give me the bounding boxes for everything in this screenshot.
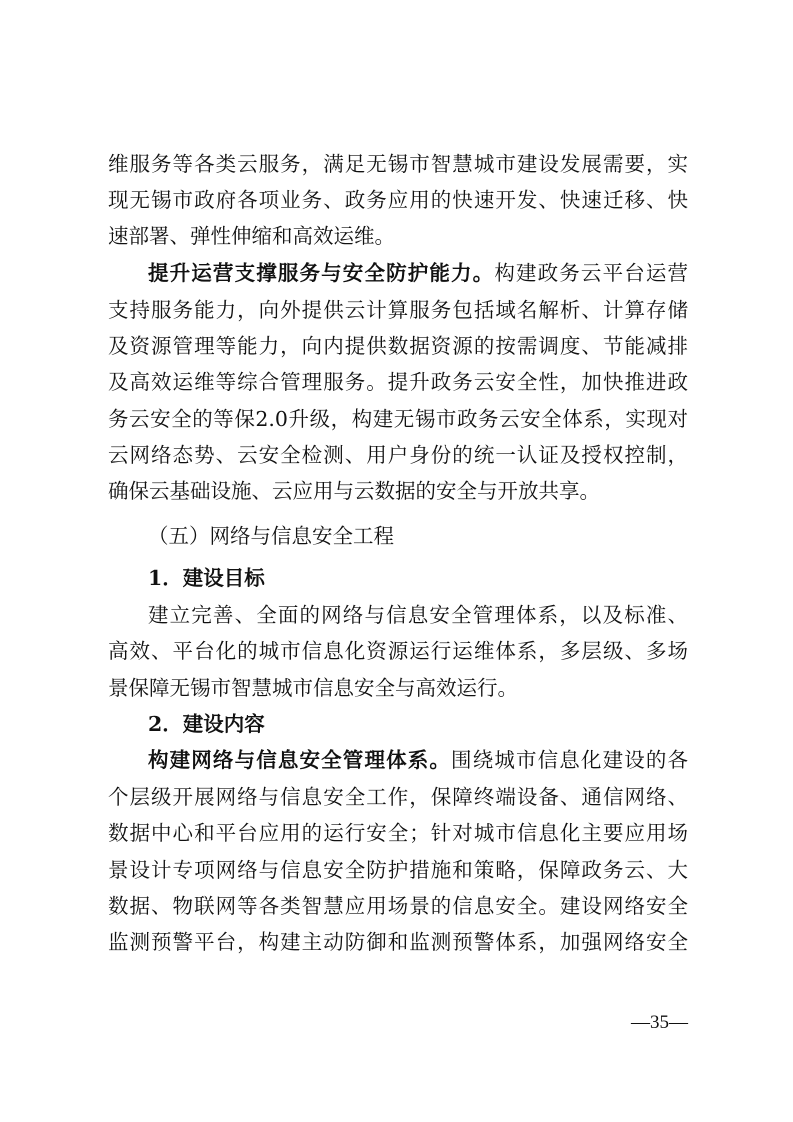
subheading-1-title: 1．建设目标: [148, 566, 265, 590]
para2-line-7: 确保云基础设施、云应用与云数据的安全与开放共享。: [108, 479, 600, 503]
para2-heading: 提升运营支撑服务与安全防护能力。: [148, 261, 495, 285]
para4-line-3: 数据中心和平台应用的运行安全；针对城市信息化主要应用场: [108, 821, 688, 845]
para2-line-4: 及高效运维等综合管理服务。提升政务云安全性，加快推进政: [108, 370, 688, 394]
para3-line-3: 景保障无锡市智慧城市信息安全与高效运行。: [108, 676, 518, 700]
para4-line-2: 个层级开展网络与信息安全工作，保障终端设备、通信网络、: [108, 785, 688, 809]
para2-first-rest: 构建政务云平台运营: [494, 261, 689, 285]
para3-line-2: 高效、平台化的城市信息化资源运行运维体系，多层级、多场: [108, 639, 688, 663]
para4-first-rest: 围绕城市信息化建设的各: [451, 748, 689, 772]
para2-first-line: [148, 255, 688, 291]
para4-heading: 构建网络与信息安全管理体系。: [148, 748, 452, 772]
para1-line-1: 维服务等各类云服务，满足无锡市智慧城市建设发展需要，实: [108, 152, 688, 176]
para2-line-5: 务云安全的等保2.0升级，构建无锡市政务云安全体系，实现对: [108, 407, 688, 431]
para4-line-5: 数据、物联网等各类智慧应用场景的信息安全。建设网络安全: [108, 894, 688, 918]
page-number: —35—: [631, 1012, 688, 1033]
para1-line-3: 速部署、弹性伸缩和高效运维。: [108, 224, 395, 248]
para2-line-2: 支持服务能力，向外提供云计算服务包括域名解析、计算存储: [108, 298, 688, 322]
para4-line-4: 景设计专项网络与信息安全防护措施和策略，保障政务云、大: [108, 858, 688, 882]
para4-line-6: 监测预警平台，构建主动防御和监测预警体系，加强网络安全: [108, 930, 688, 954]
para4-first-line: [148, 742, 688, 778]
subheading-2-title: 2．建设内容: [148, 712, 265, 736]
para2-line-6: 云网络态势、云安全检测、用户身份的统一认证及授权控制，: [108, 443, 688, 467]
para2-line-3: 及资源管理等能力，向内提供数据资源的按需调度、节能减排: [108, 334, 688, 358]
para3-first-line: 建立完善、全面的网络与信息安全管理体系，以及标准、: [148, 603, 688, 627]
section-5-title: （五）网络与信息安全工程: [148, 524, 394, 548]
para1-line-2: 现无锡市政府各项业务、政务应用的快速开发、快速迁移、快: [108, 188, 688, 212]
